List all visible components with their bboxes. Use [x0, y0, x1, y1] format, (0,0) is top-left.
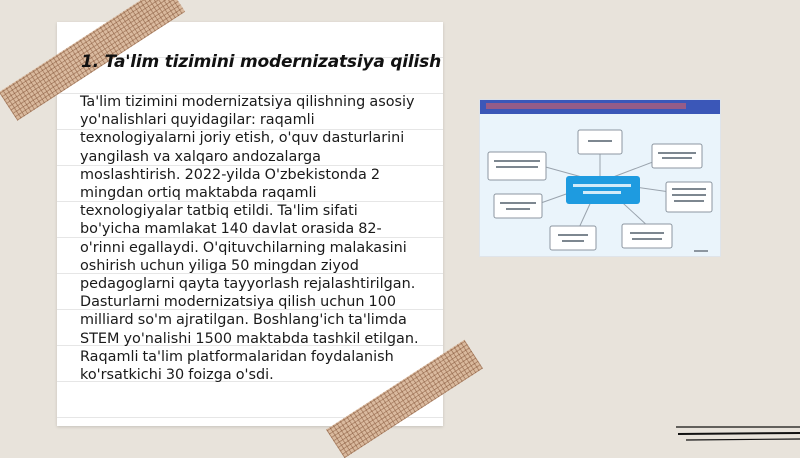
diagram-graphic	[480, 100, 720, 256]
slide-body-text: Ta'lim tizimini modernizatsiya qilishning asosiy yo'nalishlari quyidagilar: raqamli texnologiyalarni joriy etish, o'quv dasturlarini yangilash va xalqaro andozalarga moslashtirish. 2022-yilda O'zbekistonda 2 mingdan ortiq maktabda raqamli texnologiyalar tatbiq etildi. Ta'lim sifati bo'yicha mamlakat 140 davlat orasida 82-o'rinni egallaydi. O'qituvchilarning malakasini oshirish uchun yiliga 50 mingdan ziyod pedagoglarni qayta tayyorlash rejalashtirilgan. Dasturlarni modernizatsiya qilish uchun 100 milliard so'm ajratilgan. Boshlang'ich ta'limda STEM yo'nalishi 1500 maktabda tashkil etilgan. Raqamli ta'lim platformalaridan foydalanish ko'rsatkichi 30 foizga o'sdi.	[80, 94, 419, 384]
slide-title: 1. Ta'lim tizimini modernizatsiya qilish	[81, 52, 441, 72]
decorative-lines	[676, 424, 800, 444]
diagram-image	[479, 99, 721, 257]
